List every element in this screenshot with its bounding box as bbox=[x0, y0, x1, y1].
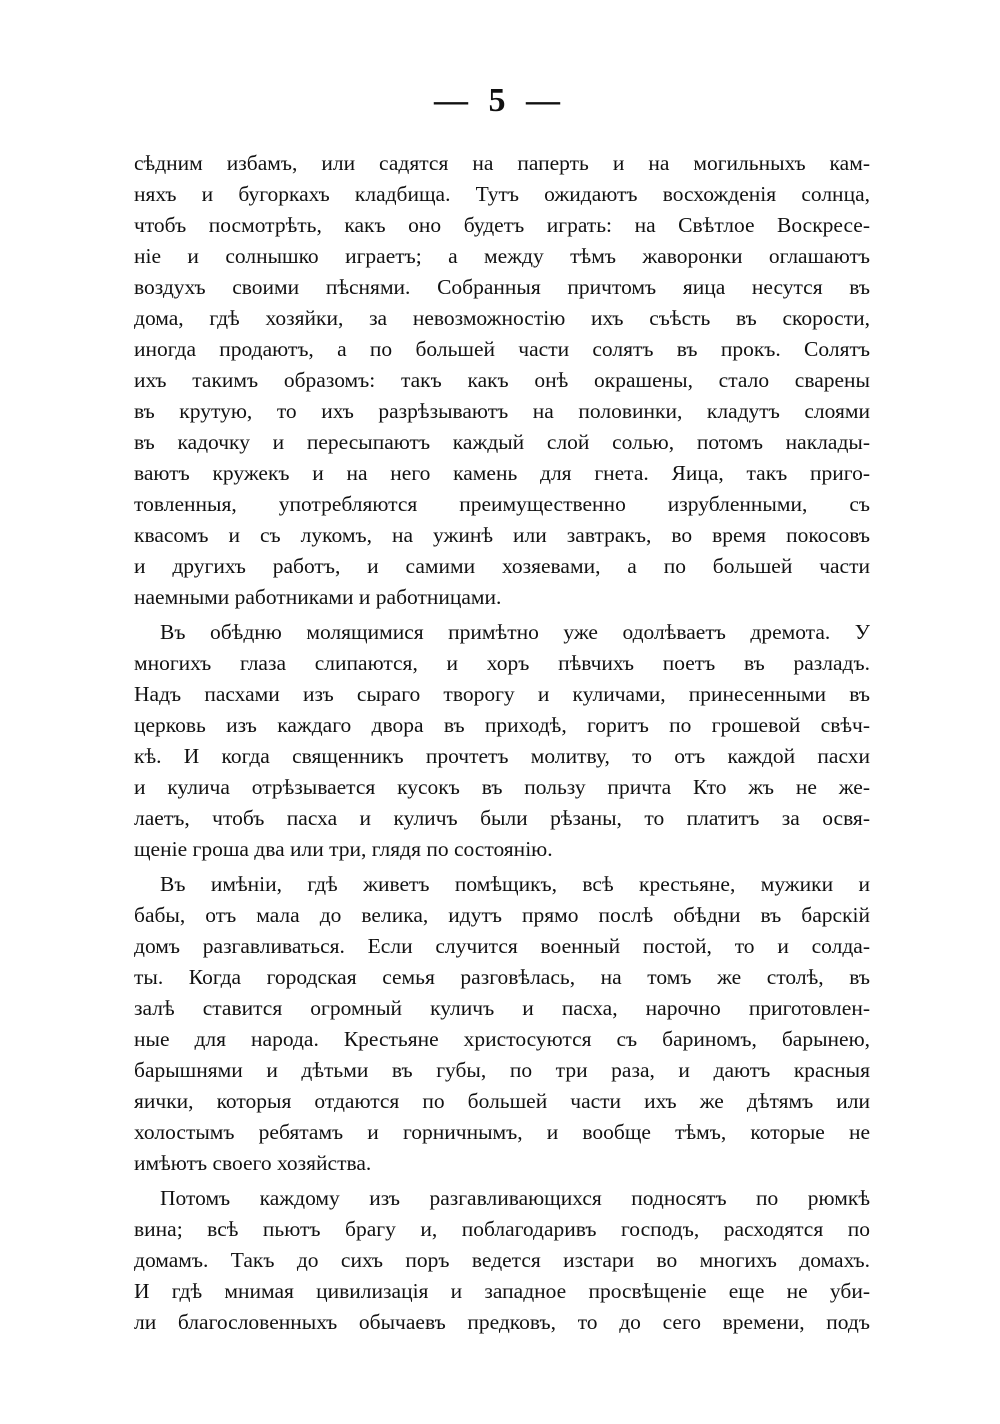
text-line: домамъ. Такъ до сихъ поръ ведется изстари во многихъ домахъ. bbox=[134, 1248, 870, 1272]
text-line: въ кадочку и пересыпаютъ каждый слой солью, потомъ наклады- bbox=[134, 430, 870, 454]
text-line: яички, которыя отдаются по большей части ихъ же дѣтямъ или bbox=[134, 1089, 870, 1113]
text-line: ніе и солнышко играетъ; а между тѣмъ жаворонки оглашаютъ bbox=[134, 244, 870, 268]
text-line: Потомъ каждому изъ разгавливающихся подносятъ по рюмкѣ bbox=[160, 1186, 870, 1210]
paragraph bbox=[134, 148, 870, 613]
text-line: дома, гдѣ хозяйки, за невозможностію ихъ съѣсть въ скорости, bbox=[134, 306, 870, 330]
text-line: ихъ такимъ образомъ: такъ какъ онѣ окрашены, стало сварены bbox=[134, 368, 870, 392]
paragraph bbox=[134, 869, 870, 1179]
text-line: многихъ глаза слипаются, и хоръ пѣвчихъ поетъ въ разладъ. bbox=[134, 651, 870, 675]
text-line: И гдѣ мнимая цивилизація и западное просвѣщеніе еще не уби- bbox=[134, 1279, 870, 1303]
text-line: иногда продаютъ, а по большей части солятъ въ прокъ. Солятъ bbox=[134, 337, 870, 361]
body-text bbox=[134, 148, 870, 1338]
text-line: Въ имѣніи, гдѣ живетъ помѣщикъ, всѣ крестьяне, мужики и bbox=[160, 872, 870, 896]
text-line: ные для народа. Крестьяне христосуются съ бариномъ, барынею, bbox=[134, 1027, 870, 1051]
page-number: — 5 — bbox=[434, 82, 566, 119]
text-line: ваютъ кружекъ и на него камень для гнета. Яица, такъ приго- bbox=[134, 461, 870, 485]
text-line: Въ обѣдню молящимися примѣтно уже одолѣваетъ дремота. У bbox=[160, 620, 870, 644]
text-line: ты. Когда городская семья разговѣлась, на томъ же столѣ, въ bbox=[134, 965, 870, 989]
text-line: и кулича отрѣзывается кусокъ въ пользу причта Кто жъ не же- bbox=[134, 775, 870, 799]
text-line: лаетъ, чтобъ пасха и куличъ были рѣзаны, то платитъ за освя- bbox=[134, 806, 870, 830]
text-line: церковь изъ каждаго двора въ приходѣ, горитъ по грошевой свѣч- bbox=[134, 713, 870, 737]
text-line: холостымъ ребятамъ и горничнымъ, и вообще тѣмъ, которые не bbox=[134, 1120, 870, 1144]
text-line: Надъ пасхами изъ сырaго творогу и куличами, принесенными въ bbox=[134, 682, 870, 706]
text-line: бабы, отъ мала до велика, идутъ прямо послѣ обѣдни въ барскій bbox=[134, 903, 870, 927]
text-line: воздухъ своими пѣснями. Собранныя причтомъ яица несутся въ bbox=[134, 275, 870, 299]
text-line: чтобъ посмотрѣть, какъ оно будетъ играть: на Свѣтлое Воскресе- bbox=[134, 213, 870, 237]
text-line: домъ разгавливаться. Если случится военный постой, то и солда- bbox=[134, 934, 870, 958]
text-line: наемными работниками и работницами. bbox=[134, 585, 502, 609]
text-line: въ крутую, то ихъ разрѣзываютъ на половинки, кладутъ слоями bbox=[134, 399, 870, 423]
paragraph bbox=[134, 617, 870, 865]
text-line: товленныя, употребляются преимущественно изрубленными, съ bbox=[134, 492, 870, 516]
text-line: щеніе гроша два или три, глядя по состоянію. bbox=[134, 837, 553, 861]
text-line: квасомъ и съ лукомъ, на ужинѣ или завтракъ, во время покосовъ bbox=[134, 523, 870, 547]
text-line: и другихъ работъ, и самими хозяевами, а по большей части bbox=[134, 554, 870, 578]
text-line: залѣ ставится огромный куличъ и пасха, нарочно приготовлен- bbox=[134, 996, 870, 1020]
text-line: вина; всѣ пьютъ брагу и, поблагодаривъ господъ, расходятся по bbox=[134, 1217, 870, 1241]
text-line: барышнями и дѣтьми въ губы, по три раза, и даютъ красныя bbox=[134, 1058, 870, 1082]
text-line: сѣдним избамъ, или садятся на паперть и на могильныхъ кам- bbox=[134, 151, 870, 175]
text-line: няхъ и бугоркахъ кладбища. Тутъ ожидаютъ восхожденія солнца, bbox=[134, 182, 870, 206]
text-line: ли благословенныхъ обычаевъ предковъ, то до сего времени, подъ bbox=[134, 1310, 870, 1334]
paragraph bbox=[134, 1183, 870, 1338]
text-line: имѣютъ своего хозяйства. bbox=[134, 1151, 372, 1175]
text-line: кѣ. И когда священникъ прочтетъ молитву, то отъ каждой пасхи bbox=[134, 744, 870, 768]
